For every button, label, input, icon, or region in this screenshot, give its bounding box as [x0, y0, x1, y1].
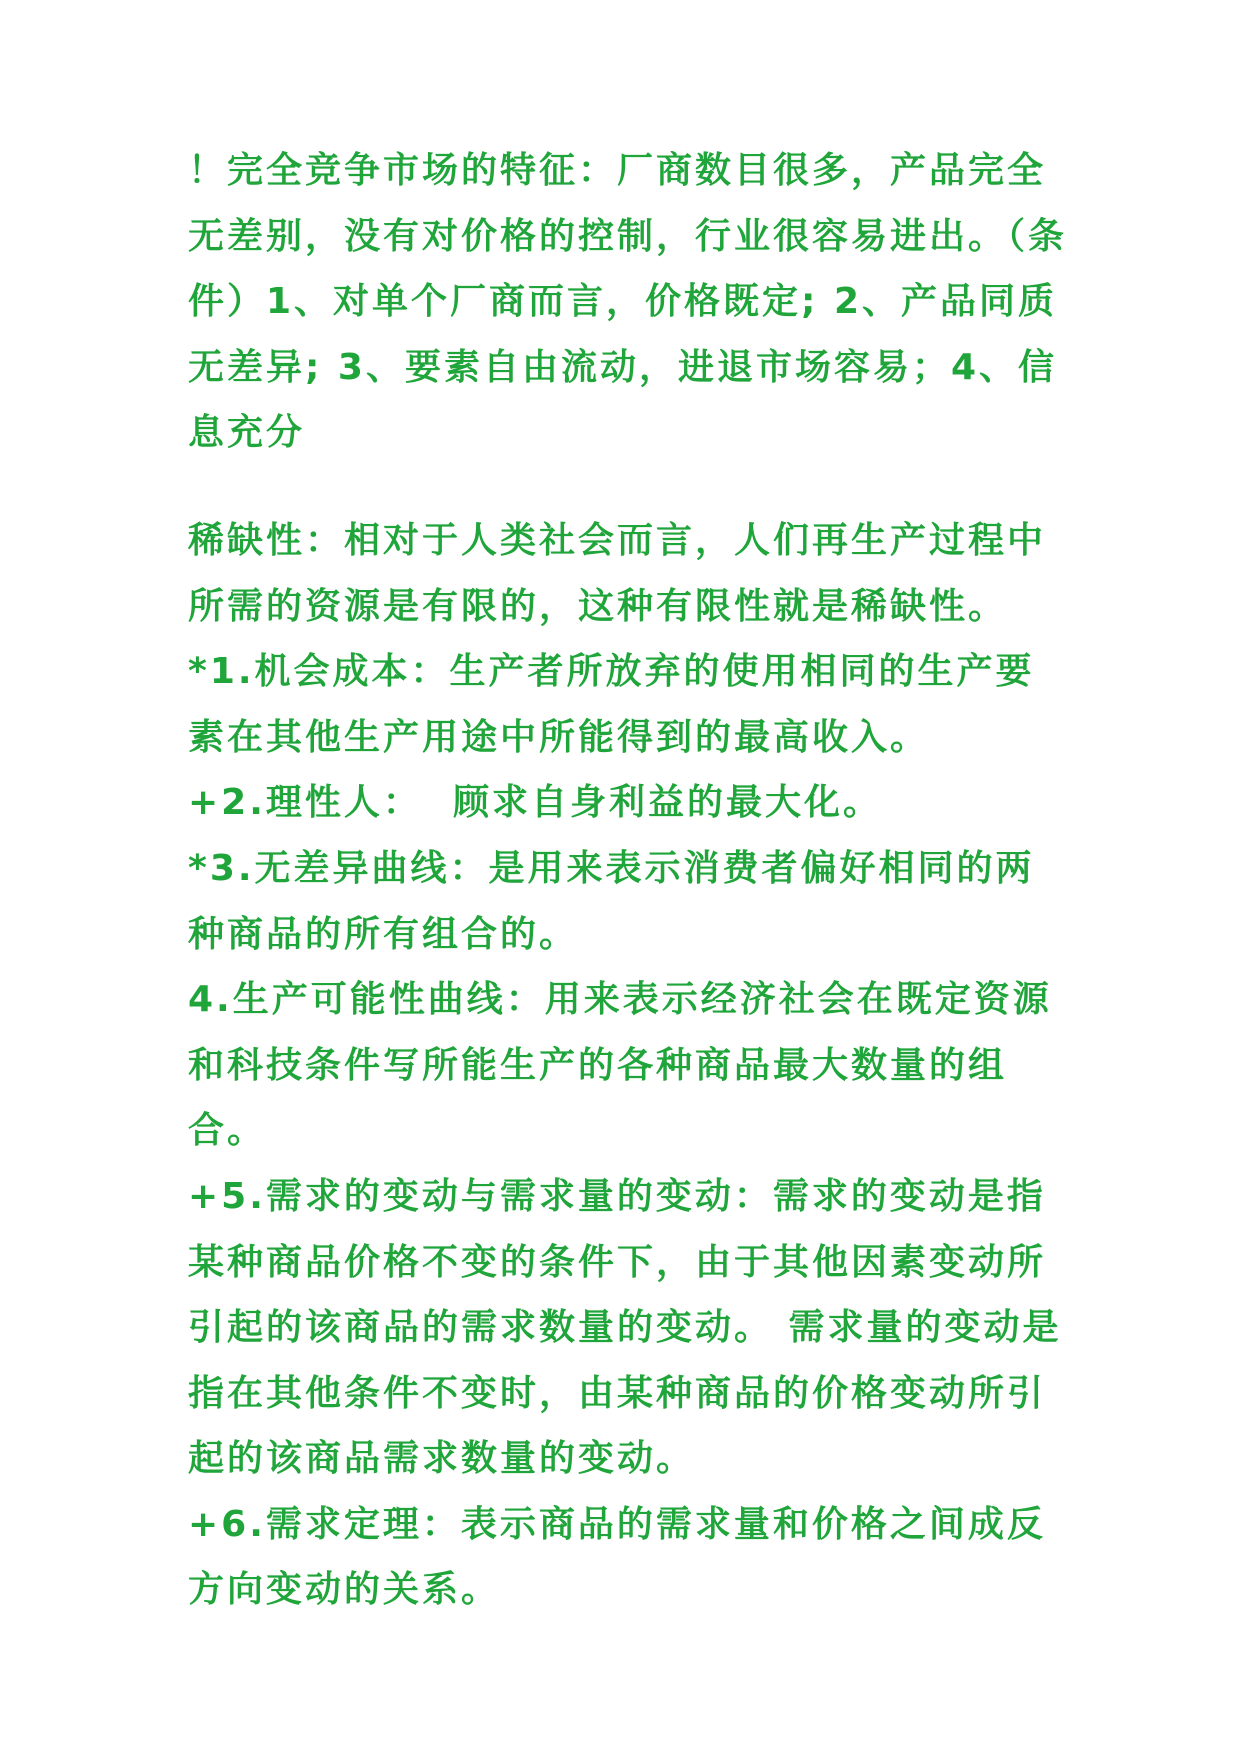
- paragraph-rational-person: +2.理性人： 顾求自身利益的最大化。: [188, 782, 882, 824]
- paragraph-law-of-demand: +6.需求定理：表示商品的需求量和价格之间成反方向变动的关系。: [188, 1503, 1046, 1611]
- paragraph-demand-change: +5.需求的变动与需求量的变动：需求的变动是指某种商品价格不变的条件下，由于其他因素变动所引起的该商品的需求数量的变动。 需求量的变动是指在其他条件不变时，由某种商品的价格变动所引起的该商品需求数量的变动。: [188, 1175, 1062, 1480]
- paragraph-opportunity-cost: *1.机会成本：生产者所放弃的使用相同的生产要素在其他生产用途中所能得到的最高收入。: [188, 651, 1035, 758]
- paragraph-perfect-competition: ！完全竞争市场的特征：厂商数目很多，产品完全无差别，没有对价格的控制，行业很容易进出。（条件）1、对单个厂商而言，价格既定; 2、产品同质无差异; 3、要素自由流动，进退市场容易；4、信息充分: [188, 150, 1068, 454]
- paragraph-indifference-curve: *3.无差异曲线：是用来表示消费者偏好相同的两种商品的所有组合的。: [188, 847, 1035, 955]
- document-body: [188, 138, 1068, 1623]
- paragraph-scarcity: 稀缺性：相对于人类社会而言，人们再生产过程中所需的资源是有限的，这种有限性就是稀缺性。: [188, 519, 1047, 627]
- paragraph-production-possibility-curve: 4.生产可能性曲线：用来表示经济社会在既定资源和科技条件写所能生产的各种商品最大数量的组合。: [188, 979, 1052, 1152]
